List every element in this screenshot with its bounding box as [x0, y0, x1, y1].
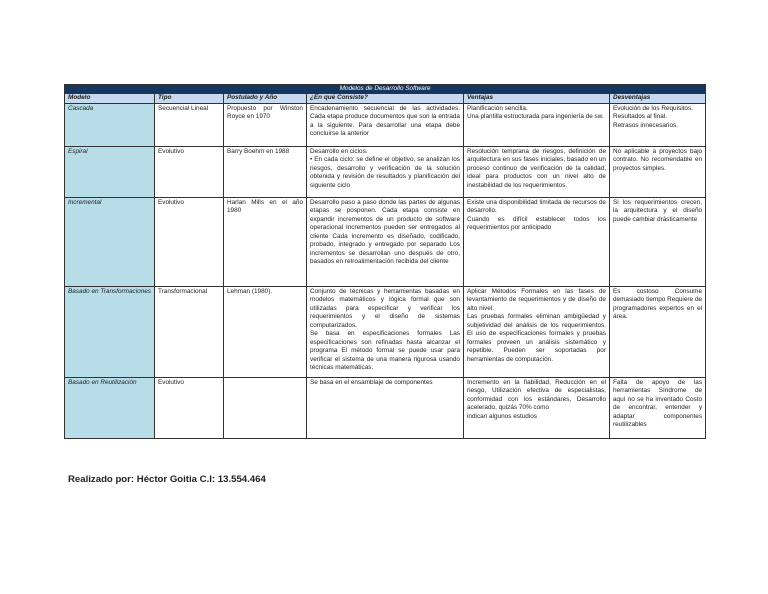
cell-modelo: Basado en Transformaciones	[65, 286, 155, 377]
cell-ventajas-line: Incremento en la fiabilidad, Reducción en el riesgo, Utilización efectiva de especialistas, conformidad con los estándares, Desarrollo acelerado, quizás 70% como	[467, 378, 606, 412]
cell-desventajas	[610, 377, 706, 438]
header-modelo: Modelo	[65, 94, 155, 103]
cell-desventajas-line: Resultados al final.	[613, 113, 667, 121]
cell-ventajas-line: Existe una disponibilidad limitada de recursos de desarrollo.	[467, 198, 606, 215]
cell-modelo: Basado en Reutilización	[65, 377, 155, 438]
cell-postulado: Propuesto por Winston Royce en 1970	[224, 103, 307, 146]
cell-modelo: Cascada	[65, 103, 155, 146]
cell-tipo: Evolutivo	[155, 197, 224, 286]
cell-tipo: Transformacional	[155, 286, 224, 377]
cell-desventajas	[610, 103, 706, 146]
cell-consiste	[307, 377, 464, 438]
cell-consiste-line: Desarrollo en ciclos.	[310, 147, 368, 155]
cell-desventajas-line: Evolución de los Requisitos.	[613, 104, 693, 112]
cell-modelo: Incremental	[65, 197, 155, 286]
table-row-reutilizacion	[65, 377, 706, 438]
table-row-cascada	[65, 103, 706, 146]
cell-desventajas	[610, 146, 706, 197]
table-title: Modelos de Desarrollo Software	[65, 85, 706, 94]
cell-consiste-line: Encadenamiento secuencial de las actividades. Cada etapa produce documentos que son la entrada a la siguiente. Para desarrollar una etapa debe concluirse la anterior	[310, 104, 460, 138]
table-row-incremental	[65, 197, 706, 286]
cell-desventajas-line: Si los requerimientos crecen, la arquitectura y el diseño puede cambiar drásticamente	[613, 198, 703, 223]
author-credit: Realizado por: Héctor Goitia C.I: 13.554.464	[68, 474, 266, 485]
cell-consiste-line: • En cada ciclo: se define el objetivo, se analizan los riesgos, desarrollo y verificación de la solución obtenida y revisión de resultados y planificación del siguiente ciclo	[310, 156, 460, 189]
cell-ventajas-line: Las pruebas formales eliminan ambigüedad y subjetividad del análisis de los requerimientos. El uso de especificaciones formales y pruebas formales proveen un análisis sistemático y repetible. Pueden ser soportadas por herramientas de computación.	[467, 313, 606, 363]
cell-postulado: Barry Boehm en 1988	[224, 146, 307, 197]
cell-consiste-line: Desarrollo paso a paso donde las partes de algunas etapas se posponen. Cada etapa consiste en expandir incrementos de un producto de software operacional Incrementos pueden ser entregados al cliente Cada incremento es diseñado, codificado, probado, integrado y entregado por separado Los incrementos se desarrollan uno después de otro, basados en retroalimentación recibida del cliente	[310, 198, 460, 266]
table-row-espiral	[65, 146, 706, 197]
cell-desventajas-line: Es costoso Consume demasiado tiempo Requiere de programadores expertos en el área.	[613, 287, 703, 321]
cell-consiste-line: Se basa en el ensamblaje de componentes	[310, 378, 433, 386]
header-ventajas: Ventajas	[464, 94, 610, 103]
cell-ventajas-line: Resolución temprana de riesgos, definición de arquitectura en sus fases iniciales, basado en un proceso continuo de verificación de la calidad, ideal para productos con un nivel alto de inestabilidad de los requerimientos.	[467, 147, 606, 189]
cell-desventajas	[610, 286, 706, 377]
cell-ventajas-line: indican algunos estudios	[467, 412, 537, 420]
cell-postulado: Harlan Mills en el año 1980	[224, 197, 307, 286]
header-desventajas: Desventajas	[610, 94, 706, 103]
cell-consiste	[307, 146, 464, 197]
cell-modelo: Espiral	[65, 146, 155, 197]
cell-consiste	[307, 286, 464, 377]
cell-consiste-line: Se basa en especificaciones formales Las especificaciones son refinadas hasta alcanzar el programa El método formal se puede usar para verificar el sistema de una manera rigurosa usando técnicas matemáticas.	[310, 330, 460, 371]
cell-desventajas-line: Retrasos innecesarios.	[613, 121, 679, 129]
cell-ventajas-line: Aplicar Métodos Formales en las fases de levantamiento de requerimientos y de diseño de alto nivel.	[467, 287, 606, 312]
cell-ventajas	[464, 286, 610, 377]
cell-tipo: Evolutivo	[155, 377, 224, 438]
cell-desventajas-line: Falta de apoyo de las herramientas Síndrome de aquí no se ha inventado Costo de encontrar, entender y adaptar componentes reutilizables	[613, 378, 703, 429]
cell-ventajas	[464, 146, 610, 197]
cell-consiste-line: Conjunto de técnicas y herramientas basadas en modelos matemáticos y lógica formal que son utilizadas para especificar y verificar los requerimientos y el diseño de sistemas computarizados.	[310, 287, 460, 329]
cell-postulado: Lehman (1980).	[224, 286, 307, 377]
header-tipo: Tipo	[155, 94, 224, 103]
header-postulado: Postulado y Año	[224, 94, 307, 103]
cell-tipo: Evolutivo	[155, 146, 224, 197]
cell-ventajas	[464, 377, 610, 438]
cell-postulado	[224, 377, 307, 438]
table-row-transformaciones	[65, 286, 706, 377]
cell-desventajas-line: No aplicable a proyectos bajo contrato. No recomendable en proyectos simples.	[613, 147, 703, 172]
cell-consiste	[307, 197, 464, 286]
cell-ventajas-line: Cuando es difícil establecer todos los requerimientos por anticipado	[467, 215, 606, 232]
cell-ventajas	[464, 197, 610, 286]
cell-ventajas	[464, 103, 610, 146]
cell-ventajas-line: Una plantilla estructurada para ingeniería de sw.	[467, 113, 604, 121]
cell-ventajas-line: Planificación sencilla.	[467, 104, 528, 112]
models-table	[64, 84, 706, 439]
cell-desventajas	[610, 197, 706, 286]
cell-consiste	[307, 103, 464, 146]
cell-tipo: Secuencial Lineal	[155, 103, 224, 146]
header-row	[65, 94, 706, 103]
header-consiste: ¿En qué Consiste?	[307, 94, 464, 103]
